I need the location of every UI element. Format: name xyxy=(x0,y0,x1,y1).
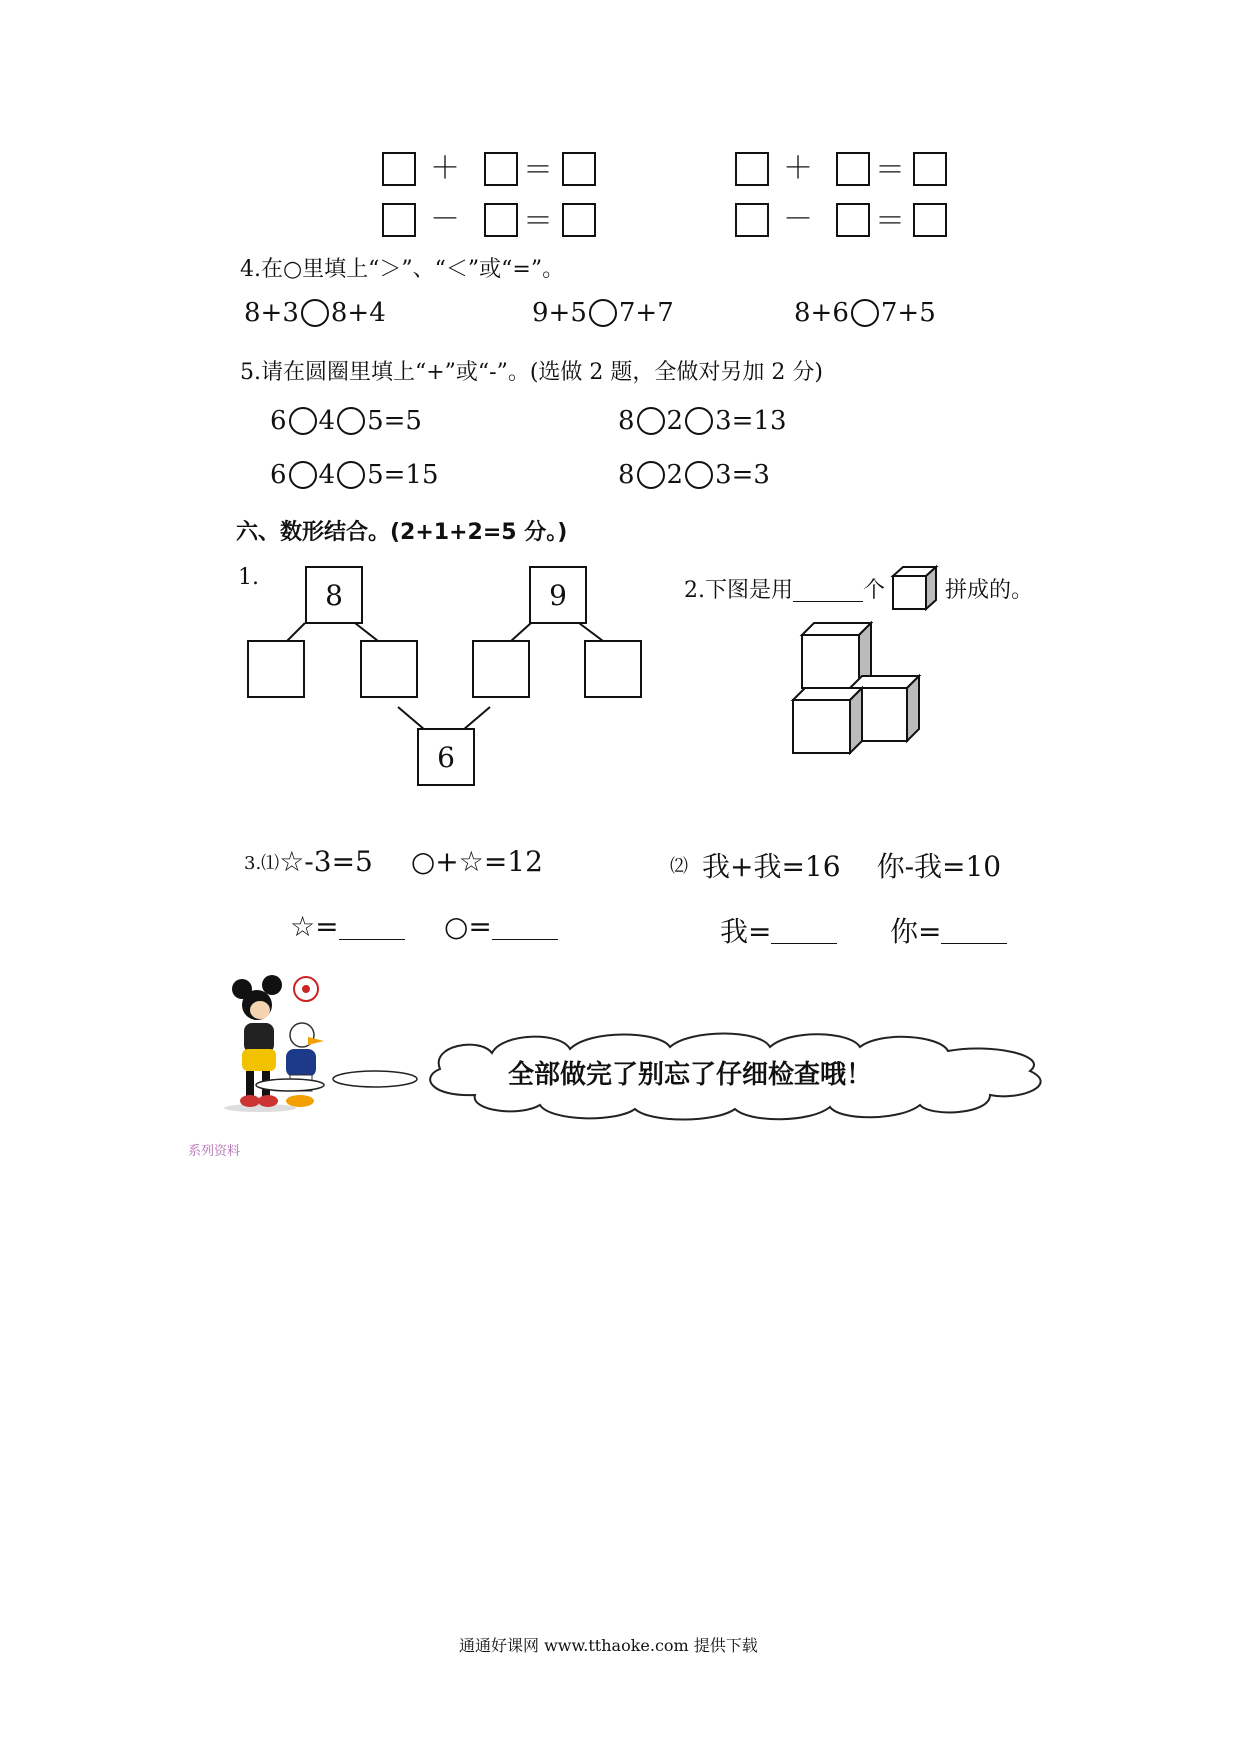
answer-blank[interactable] xyxy=(771,917,837,944)
answer-label: 我= xyxy=(720,915,772,948)
answer-box[interactable] xyxy=(836,152,870,186)
cloud-message: 全部做完了别忘了仔细检查哦！ xyxy=(508,1060,873,1090)
q2-text-after: 拼成的。 xyxy=(945,577,1034,603)
answer-blank[interactable] xyxy=(492,913,558,940)
operator-item xyxy=(270,460,439,490)
answer-box[interactable] xyxy=(382,203,416,237)
number: 2 xyxy=(666,460,684,490)
answer-circle[interactable] xyxy=(289,407,317,435)
q2-text-middle: 个 xyxy=(863,577,886,603)
tree-answer-box[interactable] xyxy=(247,640,305,698)
q3-part2-label: ⑵ xyxy=(670,856,688,877)
answer-box[interactable] xyxy=(484,203,518,237)
answer-circle[interactable] xyxy=(685,461,713,489)
tree-answer-box[interactable] xyxy=(360,640,418,698)
equals-sign: ＝ xyxy=(875,204,905,239)
equals-sign: ＝ xyxy=(523,153,553,188)
answer-wo xyxy=(720,910,837,950)
equals-sign: ＝ xyxy=(875,153,905,188)
answer-circle[interactable] xyxy=(301,299,329,327)
equals-sign: ＝ xyxy=(523,204,553,239)
minus-sign: － xyxy=(430,202,460,237)
answer-label: 你= xyxy=(890,915,942,948)
expr-right: 7+7 xyxy=(618,298,674,328)
answer-blank[interactable] xyxy=(339,913,405,940)
answer-circle[interactable] xyxy=(851,299,879,327)
expr-right: 7+5 xyxy=(880,298,936,328)
answer-circle[interactable] xyxy=(637,461,665,489)
answer-box[interactable] xyxy=(913,203,947,237)
q3-equation: ☆-3=5 xyxy=(279,845,373,878)
number: 4 xyxy=(318,406,336,436)
answer-circle[interactable] xyxy=(637,407,665,435)
answer-box[interactable] xyxy=(382,152,416,186)
q3-equation: 我+我=16 xyxy=(702,850,841,883)
cube-stack-figure xyxy=(780,620,940,770)
expr-left: 8+6 xyxy=(794,298,849,328)
answer-box[interactable] xyxy=(562,203,596,237)
number: 2 xyxy=(666,406,684,436)
cube-icon xyxy=(889,564,941,612)
q3-equation: ○+☆=12 xyxy=(410,845,543,878)
answer-circle[interactable] xyxy=(337,407,365,435)
plus-sign: ＋ xyxy=(430,151,460,186)
question-3-part1 xyxy=(244,845,543,878)
tree-answer-box[interactable] xyxy=(472,640,530,698)
answer-circle[interactable] xyxy=(337,461,365,489)
compare-item xyxy=(532,298,674,328)
answer-circle[interactable] xyxy=(589,299,617,327)
operator-item xyxy=(618,460,770,490)
operator-item xyxy=(270,406,422,436)
q3-part1-label: 3.⑴ xyxy=(244,852,280,874)
answer-box[interactable] xyxy=(484,152,518,186)
answer-circle[interactable] xyxy=(685,407,713,435)
page-footer: 通通好课网 www.tthaoke.com 提供下载 xyxy=(459,1636,758,1655)
number: 6 xyxy=(270,460,287,490)
answer-box[interactable] xyxy=(735,152,769,186)
question-3-part2 xyxy=(670,845,1001,885)
tree-top-left-box: 8 xyxy=(305,566,363,624)
question-2-text xyxy=(684,564,1033,612)
question-5-label: 5.请在圆圈里填上“+”或“-”。(选做 2 题，全做对另加 2 分) xyxy=(240,360,823,385)
question-4-label: 4.在○里填上“＞”、“＜”或“=”。 xyxy=(240,257,565,282)
answer-blank[interactable] xyxy=(793,575,863,602)
tree-answer-box[interactable] xyxy=(584,640,642,698)
expr-left: 8+3 xyxy=(244,298,299,328)
tree-bottom-box: 6 xyxy=(417,728,475,786)
answer-box[interactable] xyxy=(735,203,769,237)
series-note: 系列资料 xyxy=(188,1144,241,1159)
answer-label: ☆= xyxy=(290,910,339,943)
answer-box[interactable] xyxy=(913,152,947,186)
result: 3=3 xyxy=(715,460,770,490)
section-6-title: 六、数形结合。(2+1+2=5 分。) xyxy=(236,520,568,545)
compare-item xyxy=(244,298,386,328)
result: 5=5 xyxy=(367,406,422,436)
answer-ni xyxy=(890,910,1007,950)
answer-label: ○= xyxy=(444,910,492,943)
result: 3=13 xyxy=(715,406,787,436)
compare-item xyxy=(794,298,936,328)
question-1-label: 1. xyxy=(238,565,259,590)
number: 4 xyxy=(318,460,336,490)
answer-blank[interactable] xyxy=(941,917,1007,944)
answer-circle-value xyxy=(444,910,558,943)
operator-item xyxy=(618,406,787,436)
answer-circle[interactable] xyxy=(289,461,317,489)
q3-equation: 你-我=10 xyxy=(876,850,1002,883)
number: 8 xyxy=(618,406,635,436)
tree-top-right-box: 9 xyxy=(529,566,587,624)
answer-box[interactable] xyxy=(562,152,596,186)
result: 5=15 xyxy=(367,460,439,490)
number: 6 xyxy=(270,406,287,436)
q2-text-before: 2.下图是用 xyxy=(684,577,793,603)
minus-sign: － xyxy=(783,202,813,237)
expr-right: 8+4 xyxy=(330,298,386,328)
answer-star xyxy=(290,910,405,943)
answer-box[interactable] xyxy=(836,203,870,237)
expr-left: 9+5 xyxy=(532,298,587,328)
plus-sign: ＋ xyxy=(783,151,813,186)
number: 8 xyxy=(618,460,635,490)
